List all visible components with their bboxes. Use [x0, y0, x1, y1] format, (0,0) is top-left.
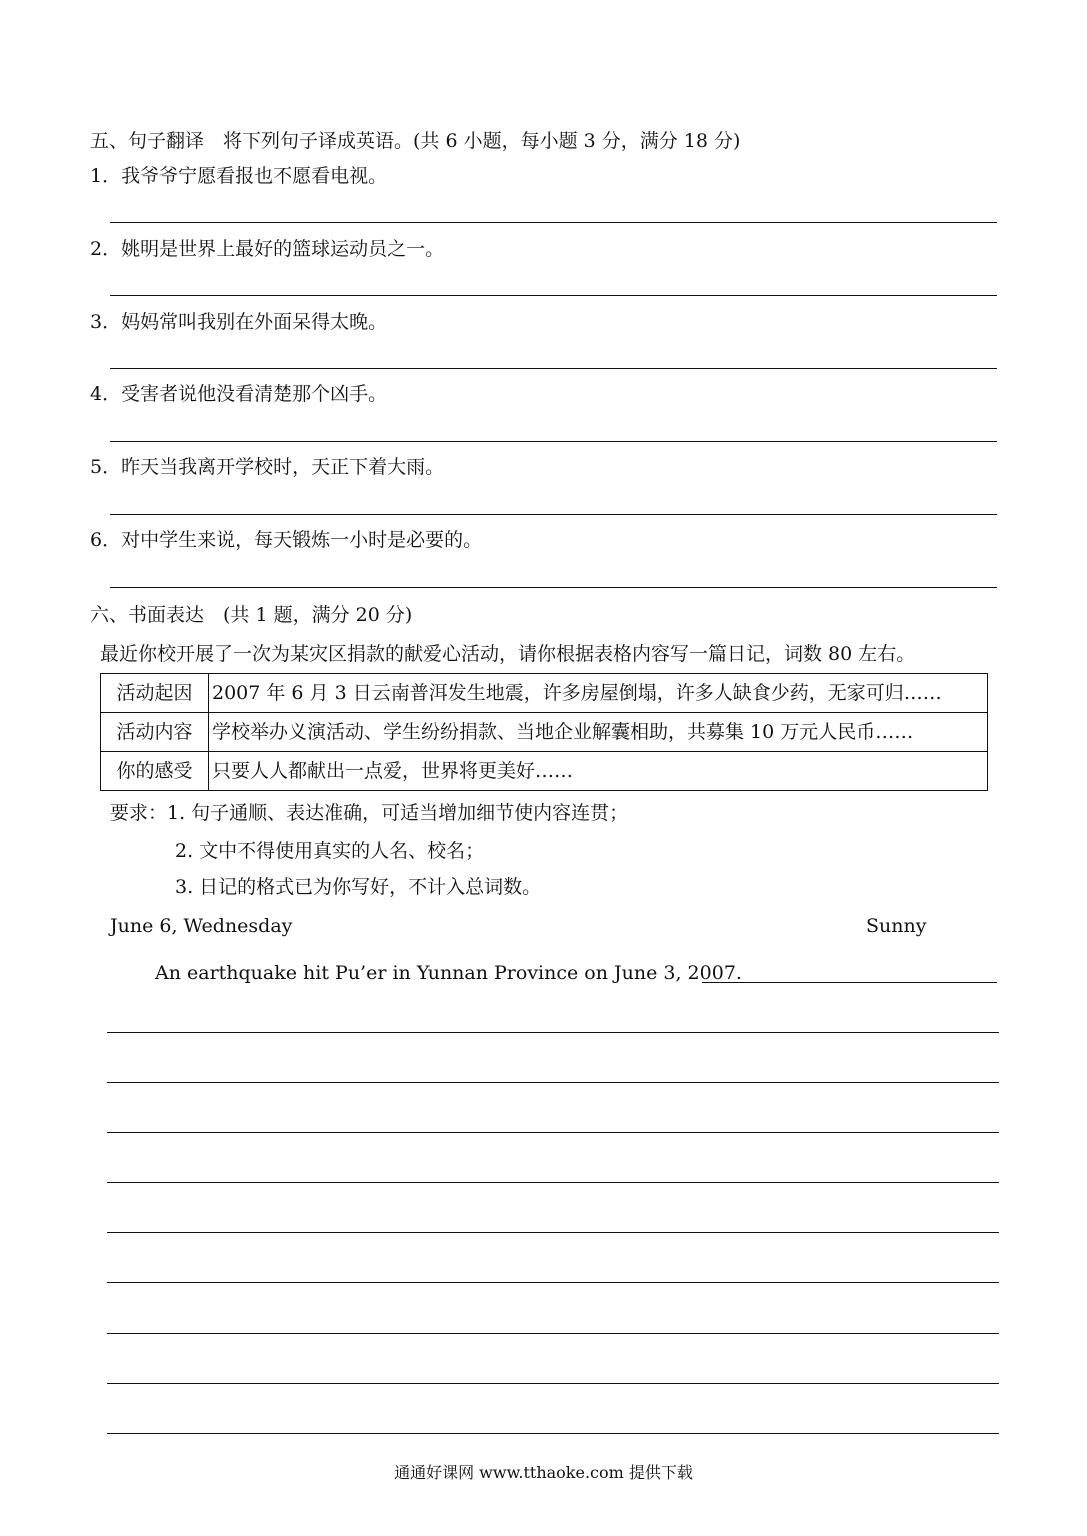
question-6: 6．对中学生来说，每天锻炼一小时是必要的。 [90, 529, 483, 551]
writing-line-7[interactable] [107, 1333, 999, 1334]
table-key: 活动起因 [101, 674, 209, 713]
section6-heading: 六、书面表达 (共 1 题，满分 20 分) [90, 604, 413, 626]
writing-line-9[interactable] [107, 1433, 999, 1434]
question-2: 2．姚明是世界上最好的篮球运动员之一。 [90, 238, 445, 260]
requirement-1: 要求：1. 句子通顺、表达准确，可适当增加细节使内容连贯； [110, 802, 629, 824]
table-value: 学校举办义演活动、学生纷纷捐款、当地企业解囊相助，共募集 10 万元人民币…… [209, 713, 988, 752]
diary-weather: Sunny [866, 915, 927, 937]
table-row [101, 713, 988, 752]
writing-prompt: 最近你校开展了一次为某灾区捐款的献爱心活动，请你根据表格内容写一篇日记，词数 80 左右。 [100, 643, 916, 665]
writing-line-8[interactable] [107, 1383, 999, 1384]
table-value: 只要人人都献出一点爱，世界将更美好…… [209, 752, 988, 791]
writing-line-1[interactable] [107, 1032, 999, 1033]
writing-line-5[interactable] [107, 1232, 999, 1233]
question-5: 5．昨天当我离开学校时，天正下着大雨。 [90, 456, 445, 478]
question-3: 3．妈妈常叫我别在外面呆得太晚。 [90, 311, 388, 333]
question-1: 1．我爷爷宁愿看报也不愿看电视。 [90, 165, 388, 187]
diary-date: June 6, Wednesday [110, 915, 293, 937]
table-key: 你的感受 [101, 752, 209, 791]
activity-table [100, 673, 988, 791]
section5-heading: 五、句子翻译 将下列句子译成英语。(共 6 小题，每小题 3 分，满分 18 分) [90, 130, 741, 152]
answer-line-1[interactable] [110, 222, 997, 223]
answer-line-6[interactable] [110, 587, 997, 588]
requirement-3: 3. 日记的格式已为你写好，不计入总词数。 [175, 876, 542, 898]
answer-line-2[interactable] [110, 295, 997, 296]
writing-line-3[interactable] [107, 1132, 999, 1133]
table-key: 活动内容 [101, 713, 209, 752]
answer-line-5[interactable] [110, 514, 997, 515]
answer-line-3[interactable] [110, 368, 997, 369]
writing-line-2[interactable] [107, 1082, 999, 1083]
question-4: 4．受害者说他没看清楚那个凶手。 [90, 383, 388, 405]
page-footer: 通通好课网 www.tthaoke.com 提供下载 [394, 1463, 693, 1482]
requirement-2: 2. 文中不得使用真实的人名、校名； [175, 840, 485, 862]
diary-opening-sentence: An earthquake hit Pu’er in Yunnan Province on June 3, 2007. [155, 962, 742, 984]
writing-line-0[interactable] [702, 982, 997, 983]
table-row [101, 752, 988, 791]
answer-line-4[interactable] [110, 441, 997, 442]
table-value: 2007 年 6 月 3 日云南普洱发生地震，许多房屋倒塌，许多人缺食少药，无家可归…… [209, 674, 988, 713]
writing-line-4[interactable] [107, 1182, 999, 1183]
table-row [101, 674, 988, 713]
writing-line-6[interactable] [107, 1282, 999, 1283]
